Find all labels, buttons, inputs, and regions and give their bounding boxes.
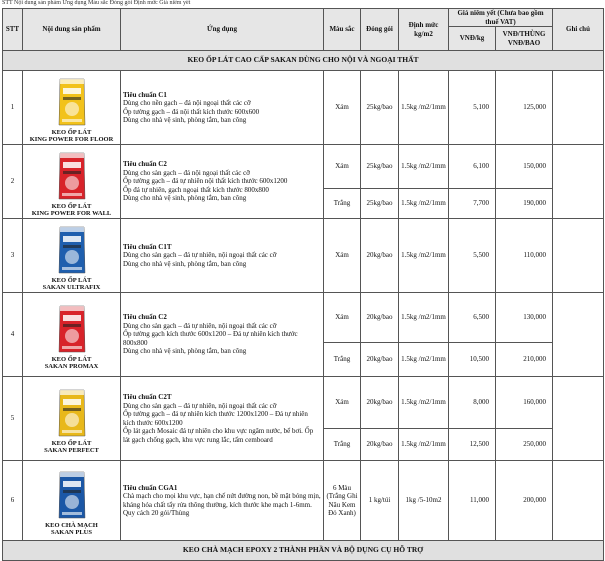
product-name-line2: SAKAN PERFECT [44,446,99,454]
cell-price-kg: 12,500 [449,429,496,461]
top-note: STT Nội dung sản phẩm Ứng dụng Màu sắc Đóng gói Định mức Giá niêm yết [2,0,191,6]
cell-price-bag: 200,000 [496,461,553,541]
cell-color: Xám [324,71,361,145]
section-title-adhesive: KEO ỐP LÁT CAO CẤP SAKAN DÙNG CHO NỘI VÀ NGOẠI THẤT [3,51,604,71]
cell-stt: 1 [3,71,23,145]
cell-note [553,145,604,219]
application-line: Dùng cho sàn gạch – đá tự nhiên, nội ngoại thất các cỡ [123,251,277,260]
header-color: Màu sắc [324,9,361,51]
cell-color: Trắng [324,343,361,377]
cell-price-kg: 11,000 [449,461,496,541]
application-line: Dùng cho sàn gạch – đá tự nhiên, nội ngoại thất các cỡ [123,401,277,410]
cell-color: Xám [324,377,361,429]
cell-color: Xám [324,219,361,293]
cell-note [553,71,604,145]
cell-price-kg: 8,000 [449,377,496,429]
cell-packing: 20kg/bao [361,293,399,343]
product-bag-image [57,75,87,127]
header-price-bag: VNĐ/THÙNG VNĐ/BAO [496,27,553,51]
application-line: Dùng cho nhà vệ sinh, phòng tắm, ban công [123,116,247,124]
cell-norm: 1.5kg /m2/1mm [399,343,449,377]
product-name-line1: KEO CHÀ MẠCH [45,521,98,529]
cell-product [23,461,121,541]
cell-product [23,145,121,219]
header-packing: Đóng gói [361,9,399,51]
application-line: Chà mạch cho mọi khu vực, hạn chế nứt đường non, bề mặt bóng mịn, kháng hóa chất tẩy rửa thông thường, kích thước khe mạch 1-6mm. [123,492,321,509]
section-title-epoxy: KEO CHÀ MẠCH EPOXY 2 THÀNH PHẦN VÀ BỘ DỤNG CỤ HỖ TRỢ [3,541,604,561]
application-standard: Tiêu chuẩn C1 [123,90,167,99]
application-standard: Tiêu chuẩn C2 [123,313,167,322]
application-line: Ốp lát gạch Mosaic đá tự nhiên cho khu vực ngâm nước, bể bơi. Ốp lát gạch chống gạch, khu vực rung lắc, tấm cemboard [123,427,314,444]
header-price-group: Giá niêm yết (Chưa bao gồm thuế VAT) [449,9,553,27]
cell-application [121,377,324,461]
cell-stt: 4 [3,293,23,377]
header-application: Ứng dụng [121,9,324,51]
application-standard: Tiêu chuẩn CGA1 [123,483,178,492]
cell-application [121,219,324,293]
product-bag-image [57,223,87,275]
cell-application [121,293,324,377]
application-line: Quy cách 20 gói/Thùng [123,509,190,517]
product-name-line1: KEO ỐP LÁT [51,202,92,210]
cell-packing: 25kg/bao [361,145,399,189]
application-line: Ốp tường gạch kích thước 600x1200 – Đá tự nhiên kích thước 800x800 [123,330,298,347]
cell-norm: 1.5kg /m2/1mm [399,377,449,429]
application-line: Dùng cho nền gạch – đá nội ngoại thất các cỡ [123,99,251,107]
cell-stt: 2 [3,145,23,219]
header-product: Nội dung sản phẩm [23,9,121,51]
product-name-line2: SAKAN PLUS [51,528,92,536]
cell-norm: 1.5kg /m2/1mm [399,219,449,293]
cell-price-kg: 10,500 [449,343,496,377]
cell-norm: 1.5kg /m2/1mm [399,429,449,461]
cell-color: Xám [324,145,361,189]
cell-price-bag: 250,000 [496,429,553,461]
product-bag-image [57,468,87,520]
cell-packing: 20kg/bao [361,219,399,293]
cell-price-bag: 160,000 [496,377,553,429]
cell-packing: 20kg/bao [361,377,399,429]
cell-packing: 20kg/bao [361,429,399,461]
cell-stt: 3 [3,219,23,293]
header-stt: STT [3,9,23,51]
cell-color: 6 Màu (Trắng Ghi Nâu Kem Đỏ Xanh) [324,461,361,541]
cell-note [553,219,604,293]
header-note: Ghi chú [553,9,604,51]
application-standard: Tiêu chuẩn C1T [123,242,172,251]
product-name-line1: KEO ỐP LÁT [51,128,92,136]
cell-color: Xám [324,293,361,343]
product-bag-image [57,149,87,201]
application-line: Dùng cho nhà vệ sinh, phòng tắm, ban công [123,194,247,203]
product-bag-image [57,386,87,438]
header-price-kg: VNĐ/kg [449,27,496,51]
table-row [3,293,604,343]
product-name-line2: SAKAN ULTRAFIX [42,283,101,291]
application-line: Ốp đá tự nhiên, gạch ngoại thất kích thước 800x800 [123,185,269,194]
cell-price-bag: 210,000 [496,343,553,377]
product-name-line2: SAKAN PROMAX [44,362,99,370]
table-row [3,461,604,541]
application-line: Dùng cho nhà vệ sinh, phòng tắm, ban công [123,347,247,356]
product-name-line1: KEO ỐP LÁT [51,439,92,447]
table-row [3,219,604,293]
application-line: Dùng cho sàn gạch – đá tự nhiên, nội ngoại thất các cỡ [123,321,277,330]
cell-price-bag: 110,000 [496,219,553,293]
cell-price-bag: 150,000 [496,145,553,189]
cell-application [121,71,324,145]
cell-product [23,377,121,461]
product-name-line1: KEO ỐP LÁT [51,355,92,363]
cell-stt: 6 [3,461,23,541]
cell-price-kg: 5,500 [449,219,496,293]
cell-price-kg: 7,700 [449,189,496,219]
header-norm: Định mức kg/m2 [399,9,449,51]
cell-norm: 1kg /5-10m2 [399,461,449,541]
cell-product [23,71,121,145]
cell-product [23,293,121,377]
product-name-line2: KING POWER FOR WALL [31,209,112,217]
cell-packing: 1 kg/túi [361,461,399,541]
cell-application [121,461,324,541]
product-name-line1: KEO ỐP LÁT [51,276,92,284]
table-row [3,71,604,145]
application-line: Ốp tường gạch – đá nội thất kích thước 600x600 [123,107,260,116]
cell-color: Trắng [324,189,361,219]
cell-norm: 1.5kg /m2/1mm [399,145,449,189]
cell-packing: 20kg/bao [361,343,399,377]
application-standard: Tiêu chuẩn C2T [123,393,172,401]
cell-note [553,461,604,541]
application-line: Ốp tường gạch – đá tự nhiên nội thất kích thước 600x1200 [123,177,288,186]
cell-note [553,377,604,461]
cell-price-bag: 125,000 [496,71,553,145]
cell-norm: 1.5kg /m2/1mm [399,71,449,145]
product-name-line2: KING POWER FOR FLOOR [29,135,114,143]
cell-price-kg: 6,100 [449,145,496,189]
price-table [2,8,604,561]
cell-price-bag: 190,000 [496,189,553,219]
application-line: Ốp tường gạch – đá tự nhiên kích thước 1200x1200 – Đá tự nhiên kích thước 600x1200 [123,410,308,427]
cell-price-bag: 130,000 [496,293,553,343]
table-row [3,145,604,189]
cell-norm: 1.5kg /m2/1mm [399,293,449,343]
cell-packing: 25kg/bao [361,189,399,219]
cell-product [23,219,121,293]
cell-price-kg: 5,100 [449,71,496,145]
cell-application [121,145,324,219]
cell-norm: 1.5kg /m2/1mm [399,189,449,219]
cell-color: Trắng [324,429,361,461]
cell-packing: 25kg/bao [361,71,399,145]
cell-note [553,293,604,377]
table-row [3,377,604,429]
cell-price-kg: 6,500 [449,293,496,343]
application-standard: Tiêu chuẩn C2 [123,160,167,169]
product-bag-image [57,302,87,354]
application-line: Dùng cho nhà vệ sinh, phòng tắm, ban công [123,259,247,268]
cell-stt: 5 [3,377,23,461]
application-line: Dùng cho sàn gạch – đá nội ngoại thất các cỡ [123,168,250,177]
